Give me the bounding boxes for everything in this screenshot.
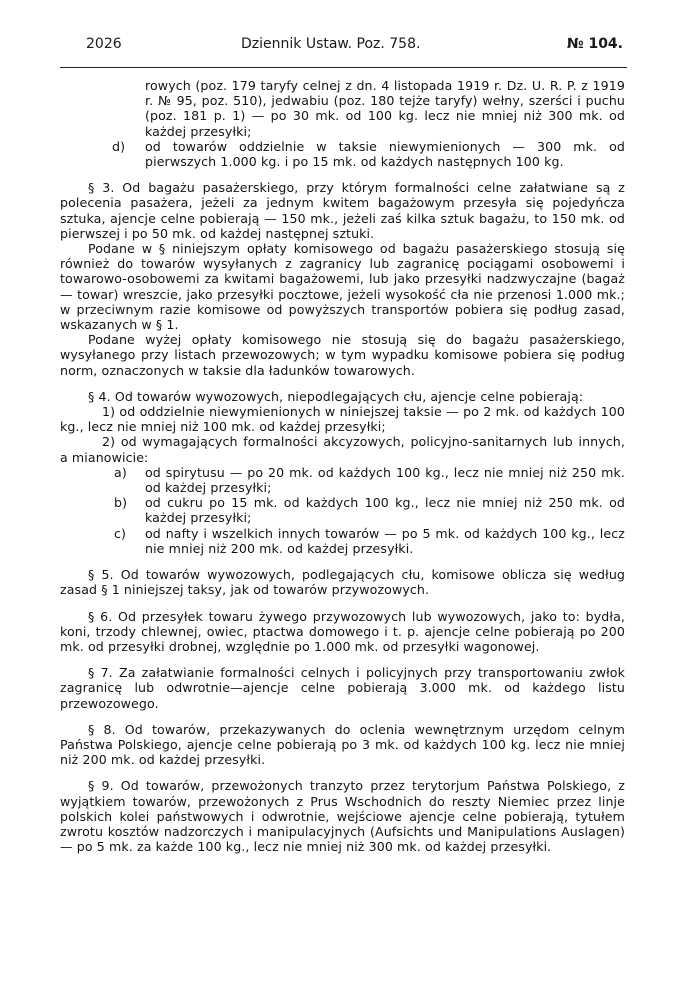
section-7: § 7. Za załatwianie formalności celnych i policyjnych przy transportowaniu zwłok zagranicę lub odwrotnie—ajencje celne pobierają 3.000 mk. od każdego listu przewozowego.: [60, 665, 625, 711]
document-body: [60, 78, 625, 854]
section-4-item-2: [60, 434, 625, 464]
section-4-item-1-label: 1): [102, 404, 116, 420]
section-4-item-a: [60, 465, 625, 495]
section-3-paragraph-2: Podane w § niniejszym opłaty komisowego od bagażu pasażerskiego stosują się również do towarów wysyłanych z zagranicy lub zagranicę pociągami osobowemi i towarowo-osobowemi za kwitami bagażowemi, lub jako przesyłki nadzwyczajne (bagaż — towar) wreszcie, jako przesyłki pocztowe, jeżeli wysokość cła nie przenosi 1.000 mk.; w przeciwnym razie komisowe od powyższych transportów pobiera się podług zasad, wskazanych w § 1.: [60, 241, 625, 333]
item-d: [60, 139, 625, 169]
section-4-item-1-body: od oddzielnie niewymienionych w niniejszej taksie — po 2 mk. od każdych 100 kg., lecz nie mniej niż 100 mk. od każdej przesyłki;: [60, 404, 625, 435]
section-4-item-a-text: od spirytusu — po 20 mk. od każdych 100 kg., lecz nie mniej niż 250 mk. od każdej przesyłki;: [145, 464, 625, 496]
section-4-item-1: [60, 404, 625, 434]
section-4-item-b-text: od cukru po 15 mk. od każdych 100 kg., lecz nie mniej niż 250 mk. od każdej przesyłki;: [145, 495, 625, 526]
section-4-item-2-body: od wymagających formalności akcyzowych, policyjno-sanitarnych lub innych, a mianowicie:: [60, 434, 625, 465]
section-3-paragraph-1: § 3. Od bagażu pasażerskiego, przy którym formalności celne załatwiane są z polecenia pasażera, jeżeli za jednym kwitem bagażowym przesyła się pojedyńcza sztuka, ajencje celne pobierają — 150 mk., jeżeli zaś kilka sztuk bagażu, to 150 mk. od pierwszej i po 50 mk. od każdej następnej sztuki.: [60, 180, 625, 241]
section-4-item-b-label: b): [114, 495, 128, 511]
section-8: § 8. Od towarów, przekazywanych do oclenia wewnętrznym urzędom celnym Państwa Polskiego, ajencje celne pobierają po 3 mk. od każdych 100 kg. lecz nie mniej niż 200 mk. od każdej przesyłki.: [60, 721, 625, 768]
item-d-label: d): [112, 138, 126, 154]
section-4-item-1-text: [60, 404, 625, 434]
section-4-item-a-label: a): [114, 464, 127, 480]
section-5: § 5. Od towarów wywozowych, podlegających cłu, komisowe oblicza się według zasad § 1 niniejszej taksy, jak od towarów przywozowych.: [60, 567, 625, 598]
page-number: 2026: [86, 36, 122, 52]
journal-title: Dziennik Ustaw. Poz. 758.: [241, 36, 421, 52]
section-6: § 6. Od przesyłek towaru żywego przywozowych lub wywozowych, jako to: bydła, koni, trzody chlewnej, owiec, ptactwa domowego i t. p. ajencje celne pobierają po 200 mk. od przesyłki drobnej, względnie po 1.000 mk. od przesyłki wagonowej.: [60, 608, 625, 654]
issue-number: № 104.: [566, 36, 623, 52]
section-4-item-c-label: c): [114, 525, 127, 541]
item-d-text: od towarów oddzielnie w taksie niewymienionych — 300 mk. od pierwszych 1.000 kg. i po 15 mk. od każdych następnych 100 kg.: [145, 138, 625, 170]
section-3-paragraph-3: Podane wyżej opłaty komisowego nie stosują się do bagażu pasażerskiego, wysyłanego przy listach przewozowych; w tym wypadku komisowe pobiera się podług norm, oznaczonych w taksie dla ładunków towarowych.: [60, 332, 625, 378]
item-c-continuation: rowych (poz. 179 taryfy celnej z dn. 4 listopada 1919 r. Dz. U. R. P. z 1919 r. № 95, poz. 510), jedwabiu (poz. 180 tejże taryfy) wełny, szerści i puchu (poz. 181 p. 1) — po 30 mk. od 100 kg. lecz nie mniej niż 300 mk. od każdej przesyłki;: [145, 78, 625, 139]
section-4-item-2-label: 2): [102, 434, 116, 450]
page-header: [86, 36, 623, 58]
section-4-intro: § 4. Od towarów wywozowych, niepodlegających cłu, ajencje celne pobierają:: [88, 388, 584, 404]
section-4-item-b: [60, 495, 625, 525]
header-rule: [60, 67, 627, 68]
section-9: § 9. Od towarów, przewożonych tranzyto przez terytorjum Państwa Polskiego, z wyjątkiem towarów, przewożonych z Prus Wschodnich do reszty Niemiec przez linje polskich kolei państwowych i odwrotnie, wejściowe ajencje celne pobierają, tytułem zwrotu kosztów nadzorczych i manipulacyjnych (Aufsichts und Manipulations Auslagen) — po 5 mk. za każde 100 kg., lecz nie mniej niż 300 mk. od każdej przesyłki.: [60, 778, 625, 855]
section-4-item-c: [60, 526, 625, 556]
section-4-item-c-text: od nafty i wszelkich innych towarów — po 5 mk. od każdych 100 kg., lecz nie mniej niż 200 mk. od każdej przesyłki.: [145, 525, 625, 556]
section-4-item-2-text: [60, 434, 625, 464]
